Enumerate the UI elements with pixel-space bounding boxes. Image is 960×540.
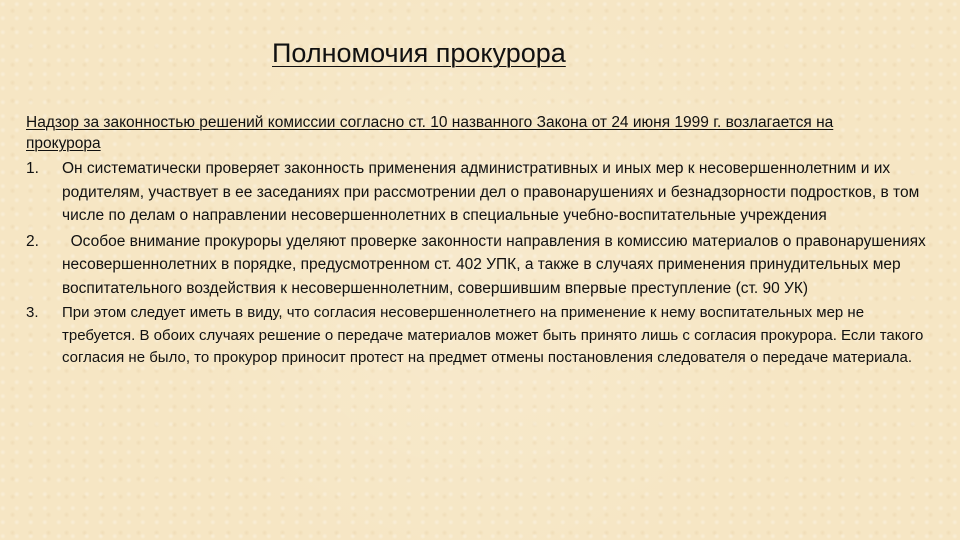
- list-item-text: Он систематически проверяет законность применения административных и иных мер к несовершеннолетним и их родителям, участвует в ее заседаниях при рассмотрении дел о правонарушениях и безнадзорности подростков, в том числе по делам о направлении несовершеннолетних в специальные учебно-воспитательные учреждения: [62, 160, 920, 224]
- list-item-number: 1.: [26, 160, 39, 177]
- list-item-number: 3.: [26, 304, 39, 321]
- intro-text: Надзор за законностью решений комиссии согласно ст. 10 названного Закона от 24 июня 1999 г. возлагается на прокурора: [26, 114, 834, 152]
- numbered-list: [26, 157, 936, 372]
- list-item-text: При этом следует иметь в виду, что согласия несовершеннолетнего на применение к нему воспитательных мер не требуется. В обоих случаях решение о передаче материалов может быть принято лишь с согласия прокурора. Если такого согласия не было, то прокурор приносит протест на предмет отмены постановления следователя о передаче материала.: [62, 304, 924, 366]
- list-item: [26, 230, 936, 301]
- list-item: [26, 302, 936, 370]
- list-item-number: 2.: [26, 232, 39, 250]
- slide-title: Полномочия прокурора: [272, 38, 566, 68]
- list-item: [26, 157, 936, 228]
- list-item-text: Особое внимание прокуроры уделяют проверке законности направления в комиссию материалов о правонарушениях несовершеннолетних в порядке, предусмотренном ст. 402 УПК, а также в случаях применения принудительных мер воспитательного воздействия к несовершеннолетним, совершившим впервые преступление (ст. 90 УК): [62, 232, 931, 297]
